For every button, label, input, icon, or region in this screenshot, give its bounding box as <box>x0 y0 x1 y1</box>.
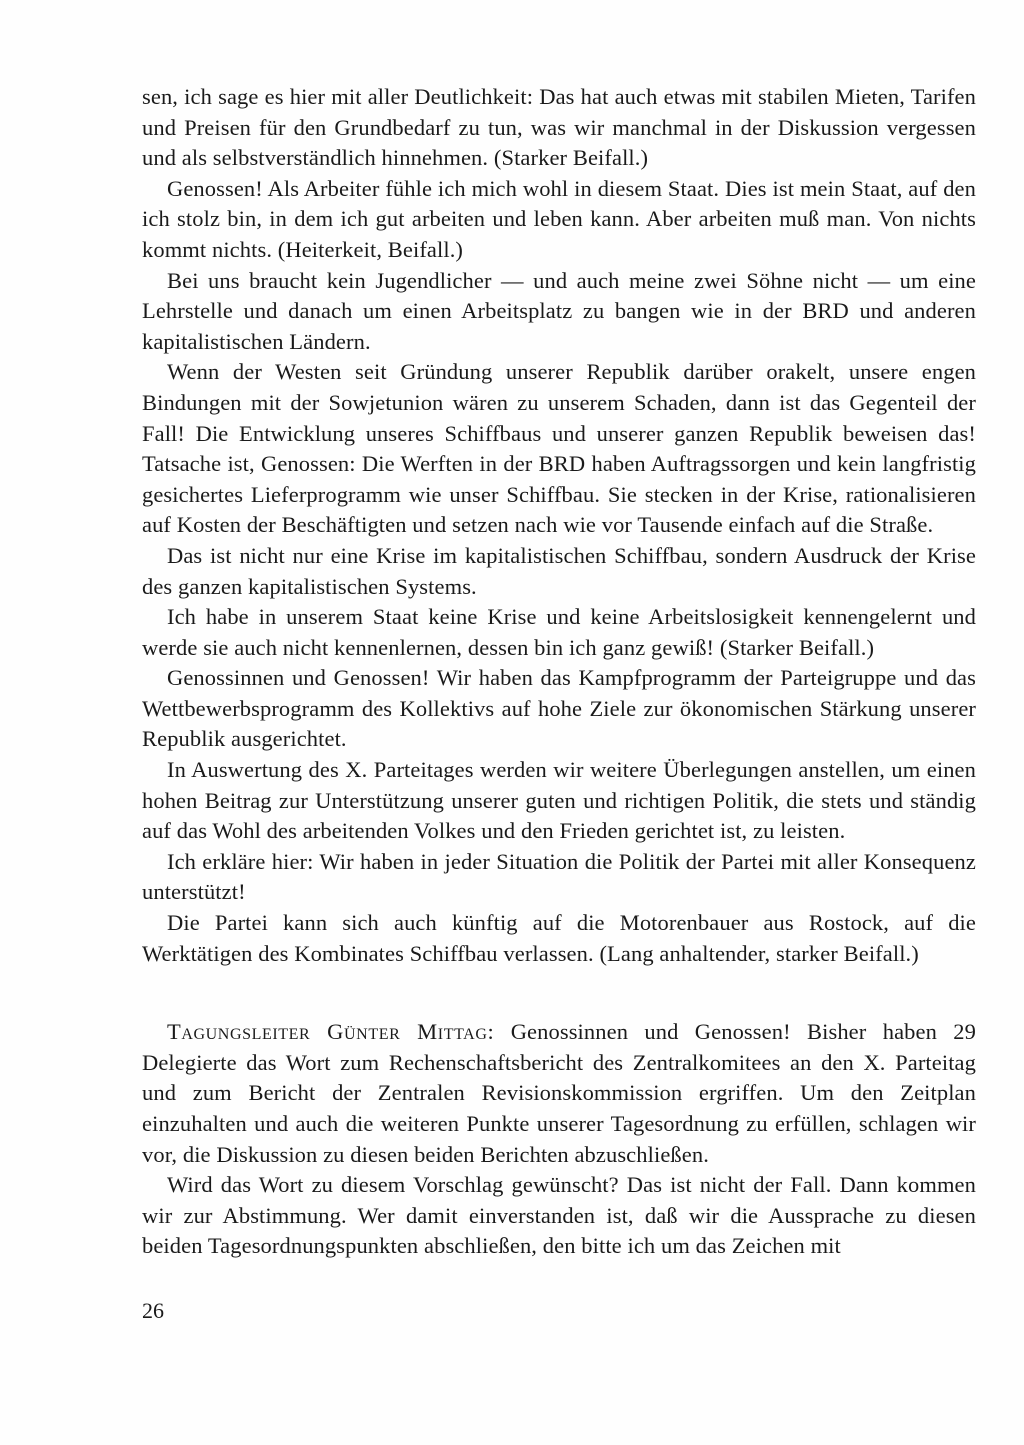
paragraph-auswertung-parteitag: In Auswertung des X. Parteitages werden wir weitere Überlegungen anstellen, um einen hohen Beitrag zur Unterstützung unserer guten und richtigen Politik, die stets und ständig auf das Wohl des arbeitenden Volkes und den Frieden gerichtet ist, zu leisten. <box>142 757 976 844</box>
speaker-text: Genossinnen und Genossen! Bisher haben 29 Delegierte das Wort zum Rechenschaftsbericht des Zentralkomitees an den X. Parteitag und zum Bericht der Zentralen Revisionskommission ergriffen. Um den Zeitplan einzuhalten und auch die weiteren Punkte unserer Tagesordnung zu erfüllen, schlagen wir vor, die Diskussion zu diesen beiden Berichten abzuschließen. <box>142 1019 976 1167</box>
speaker-label: Tagungsleiter Günter Mittag: <box>167 1019 495 1045</box>
paragraph-motorenbauer: Die Partei kann sich auch künftig auf die Motorenbauer aus Rostock, auf die Werktätigen des Kombinates Schiffbau verlassen. (Lang anhaltender, starker Beifall.) <box>142 910 976 966</box>
document-page <box>142 82 976 1262</box>
paragraph-tagungsleiter <box>142 1017 976 1170</box>
paragraph-jugendlicher: Bei uns braucht kein Jugendlicher — und auch meine zwei Söhne nicht — um eine Lehrstelle und danach um einen Arbeitsplatz zu bangen wie in der BRD und anderen kapitalistischen Ländern. <box>142 267 976 354</box>
paragraph-continuation: sen, ich sage es hier mit aller Deutlichkeit: Das hat auch etwas mit stabilen Mieten, Tarifen und Preisen für den Grundbedarf zu tun, was wir manchmal in der Diskussion vergessen und als selbstverständlich hinnehmen. (Starker Beifall.) <box>142 84 976 171</box>
paragraph-erklaerung: Ich erkläre hier: Wir haben in jeder Situation die Politik der Partei mit aller Konsequenz unterstützt! <box>142 848 976 905</box>
paragraph-keine-krise: Ich habe in unserem Staat keine Krise und keine Arbeitslosigkeit kennengelernt und werde sie auch nicht kennenlernen, dessen bin ich ganz gewiß! (Starker Beifall.) <box>142 604 976 660</box>
page-number: 26 <box>142 1298 164 1323</box>
paragraph-krise-schiffbau: Das ist nicht nur eine Krise im kapitalistischen Schiffbau, sondern Ausdruck der Krise des ganzen kapitalistischen Systems. <box>142 542 976 599</box>
paragraph-arbeiter-staat: Genossen! Als Arbeiter fühle ich mich wohl in diesem Staat. Dies ist mein Staat, auf den ich stolz bin, in dem ich gut arbeiten und leben kann. Aber arbeiten muß man. Von nichts kommt nichts. (Heiterkeit, Beifall.) <box>142 175 976 262</box>
paragraph-westen-sowjetunion: Wenn der Westen seit Gründung unserer Republik darüber orakelt, unsere engen Bindungen mit der Sowjetunion wären zu unserem Schaden, dann ist das Gegenteil der Fall! Die Entwicklung unseres Schiffbaus und unserer ganzen Republik beweisen das! Tatsache ist, Genossen: Die Werften in der BRD haben Auftragssorgen und kein langfristig gesichertes Lieferprogramm wie unser Schiffbau. Sie stecken in der Krise, rationalisieren auf Kosten der Beschäftigten und setzen nach wie vor Tausende einfach auf die Straße. <box>142 359 976 538</box>
paragraph-abstimmung: Wird das Wort zu diesem Vorschlag gewünscht? Das ist nicht der Fall. Dann kommen wir zur Abstimmung. Wer damit einverstanden ist, daß wir die Aussprache zu diesen beiden Tagesordnungspunkten abschließen, den bitte ich um das Zeichen mit <box>142 1172 976 1259</box>
paragraph-kampfprogramm: Genossinnen und Genossen! Wir haben das Kampfprogramm der Parteigruppe und das Wettbewerbsprogramm des Kollektivs auf hohe Ziele zur ökonomischen Stärkung unserer Republik ausgerichtet. <box>142 665 976 752</box>
